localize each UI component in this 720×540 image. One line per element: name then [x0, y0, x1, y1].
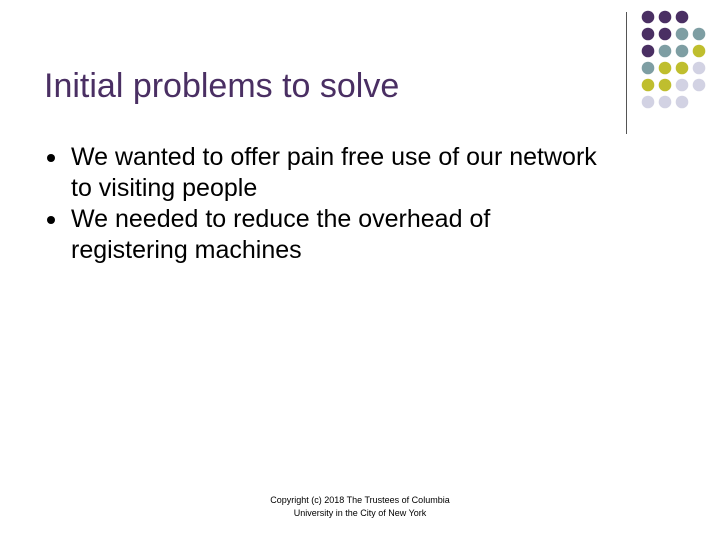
decorative-dot	[676, 28, 689, 41]
bullet-list	[44, 142, 604, 266]
decorative-dot	[676, 62, 689, 75]
bullet-text: We needed to reduce the overhead of registering machines	[71, 205, 491, 264]
decorative-dot	[642, 96, 655, 109]
decorative-dot	[659, 62, 672, 75]
decorative-dot	[676, 79, 689, 92]
bullet-item	[44, 142, 604, 204]
decorative-dot	[659, 96, 672, 109]
bullet-item	[44, 204, 604, 266]
decorative-dot	[642, 62, 655, 75]
decorative-dot	[693, 28, 706, 41]
decorative-dot	[659, 45, 672, 58]
decorative-dot	[676, 11, 689, 24]
decorative-dot	[676, 45, 689, 58]
decorative-dot	[659, 28, 672, 41]
bullet-text: We wanted to offer pain free use of our network to visiting people	[71, 143, 597, 202]
decorative-dot	[659, 11, 672, 24]
decorative-dot	[642, 11, 655, 24]
bullet-icon	[47, 154, 55, 162]
footer-line-2: University in the City of New York	[293, 508, 427, 518]
decorative-dot	[693, 62, 706, 75]
vertical-divider	[626, 12, 627, 134]
bullet-icon	[47, 216, 55, 224]
decorative-dot	[659, 79, 672, 92]
decorative-dot	[693, 45, 706, 58]
decorative-dot	[676, 96, 689, 109]
copyright-footer	[240, 494, 480, 520]
slide-title: Initial problems to solve	[44, 67, 400, 105]
decorative-dot	[642, 45, 655, 58]
decorative-dot	[642, 79, 655, 92]
decorative-dot	[642, 28, 655, 41]
footer-line-1: Copyright (c) 2018 The Trustees of Columbia	[270, 495, 450, 505]
decorative-dot	[693, 79, 706, 92]
